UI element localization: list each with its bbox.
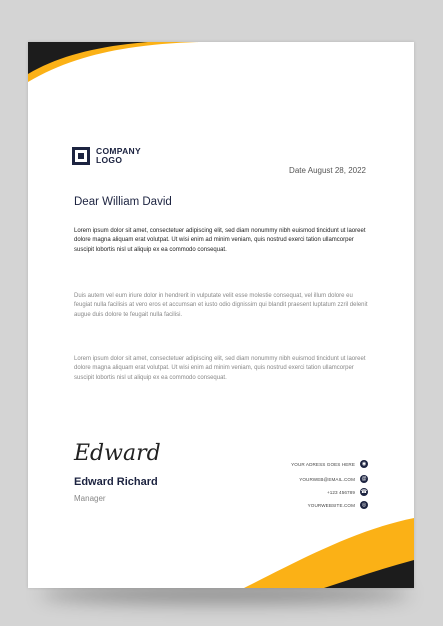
contact-phone-text: +123 456789 (326, 489, 355, 495)
top-left-swoosh (28, 42, 198, 147)
greeting: Dear William David (74, 196, 172, 208)
location-pin-icon: ◉ (361, 461, 367, 467)
email-icon: @ (361, 476, 367, 482)
body-paragraph-2: Duis autem vel eum iriure dolor in hendrerit in vulputate velit esse molestie consequat, vel illum dolore eu feugiat nulla facilisis at vero eros et accumsan et iusto odio dignissim qui blandit praesent luptatum zzril delenit augue duis dolore te feugait nulla facilisi. (74, 293, 368, 318)
phone-icon: ☎ (360, 489, 368, 495)
logo-text: COMPANY LOGO (96, 146, 141, 165)
bottom-right-swoosh (244, 518, 414, 588)
company-logo (72, 147, 141, 165)
sender-title: Manager (74, 494, 106, 503)
contact-phone (327, 488, 368, 496)
square-logo-icon (72, 147, 90, 165)
contact-email-text: YOURWEB@EMAIL.COM (299, 476, 355, 482)
contact-address-text: YOUR ADRESS GOES HERE (291, 461, 355, 467)
contact-email (299, 475, 368, 483)
sender-name: Edward Richard (74, 476, 158, 488)
letter-date: Date August 28, 2022 (289, 166, 366, 175)
contact-website (308, 501, 368, 509)
contact-website-text: YOURWEBSITE.COM (307, 502, 355, 508)
globe-icon: ◎ (361, 502, 367, 508)
contact-address (291, 460, 368, 468)
signature: Edward (74, 441, 161, 466)
body-paragraph-3: Lorem ipsum dolor sit amet, consectetuer adipiscing elit, sed diam nonummy nibh euismod tincidunt ut laoreet dolore magna aliquam erat volutpat. Ut wisi enim ad minim veniam, quis nostrud exerci tation ullamcorper suscipit lobortis nisl ut aliquip ex ea commodo consequat. (74, 356, 366, 381)
letterhead-page (28, 42, 414, 588)
body-paragraph-1: Lorem ipsum dolor sit amet, consectetuer adipiscing elit, sed diam nonummy nibh euismod tincidunt ut laoreet dolore magna aliquam erat volutpat. Ut wisi enim ad minim veniam, quis nostrud exerci tation ullamcorper suscipit lobortis nisl ut aliquip ex ea commodo consequat. (74, 228, 366, 253)
